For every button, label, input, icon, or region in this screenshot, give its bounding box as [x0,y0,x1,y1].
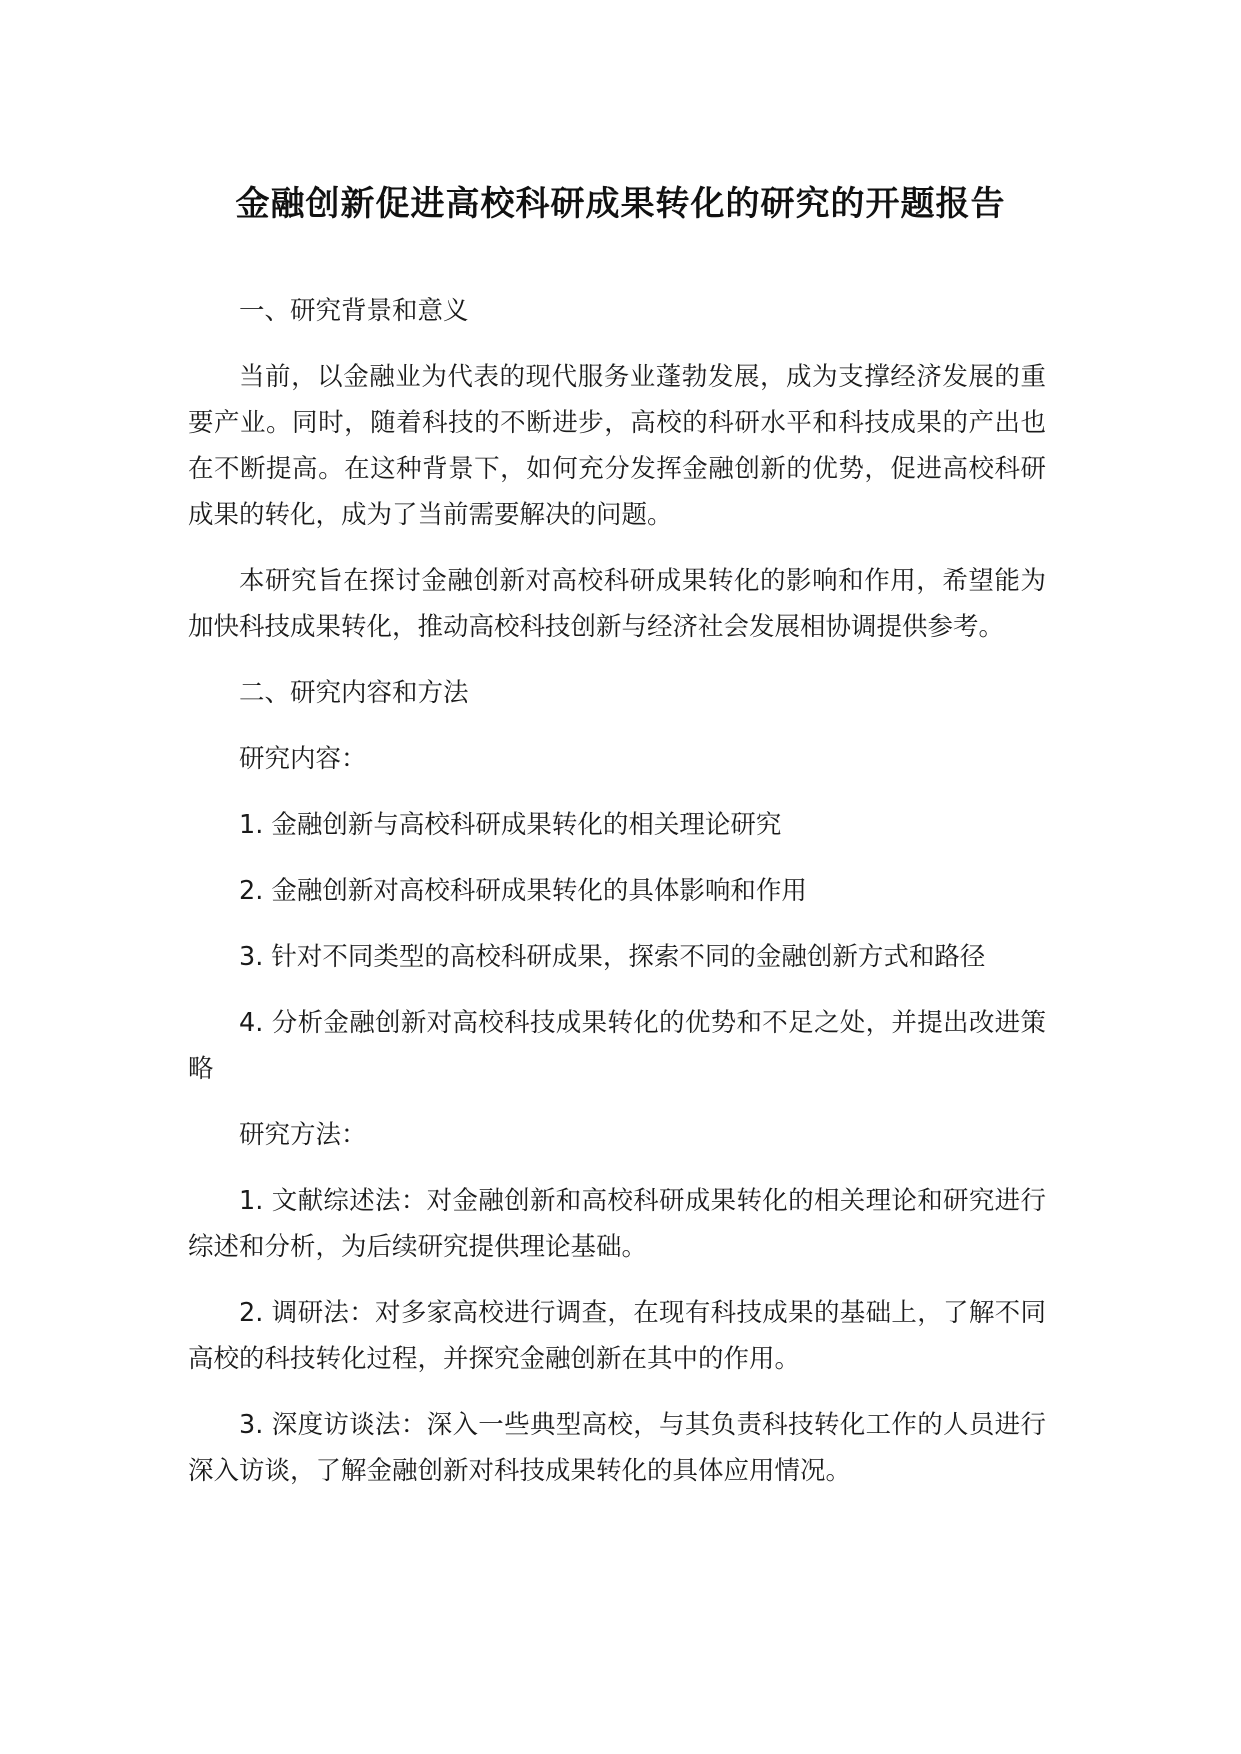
document-title: 金融创新促进高校科研成果转化的研究的开题报告 [235,184,1006,224]
list-item: 2. 金融创新对高校科研成果转化的具体影响和作用 [239,876,807,906]
document-body [188,288,1046,1514]
list-item: 3. 深度访谈法：深入一些典型高校，与其负责科技转化工作的人员进行深入访谈，了解金融创新对科技成果转化的具体应用情况。 [188,1410,1046,1486]
list-item: 1. 文献综述法：对金融创新和高校科研成果转化的相关理论和研究进行综述和分析，为后续研究提供理论基础。 [188,1186,1046,1262]
paragraph-background: 当前，以金融业为代表的现代服务业蓬勃发展，成为支撑经济发展的重要产业。同时，随着科技的不断进步，高校的科研水平和科技成果的产出也在不断提高。在这种背景下，如何充分发挥金融创新的优势，促进高校科研成果的转化，成为了当前需要解决的问题。 [188,362,1046,530]
list-item: 1. 金融创新与高校科研成果转化的相关理论研究 [239,810,782,840]
subheading-research-content: 研究内容： [239,744,367,774]
list-item: 2. 调研法：对多家高校进行调查，在现有科技成果的基础上，了解不同高校的科技转化过程，并探究金融创新在其中的作用。 [188,1298,1046,1374]
section-heading-content-methods: 二、研究内容和方法 [239,678,469,708]
section-heading-background: 一、研究背景和意义 [239,296,469,326]
list-item: 4. 分析金融创新对高校科技成果转化的优势和不足之处，并提出改进策略 [188,1008,1046,1084]
list-item: 3. 针对不同类型的高校科研成果，探索不同的金融创新方式和路径 [239,942,986,972]
subheading-research-methods: 研究方法： [239,1120,367,1150]
paragraph-purpose: 本研究旨在探讨金融创新对高校科研成果转化的影响和作用，希望能为加快科技成果转化，推动高校科技创新与经济社会发展相协调提供参考。 [188,566,1046,642]
